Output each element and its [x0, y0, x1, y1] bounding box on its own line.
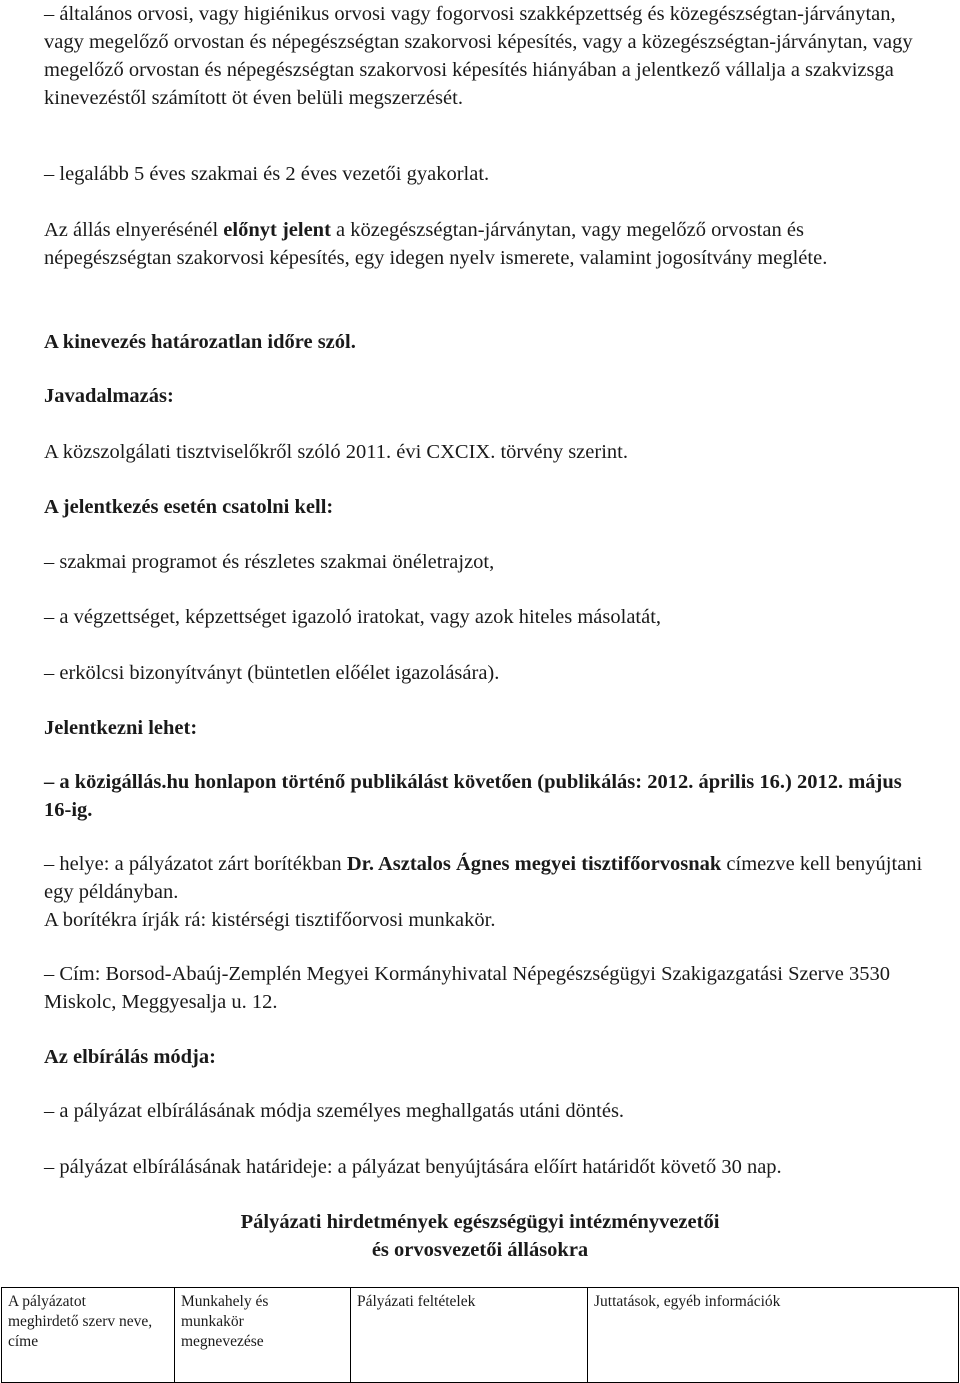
salary-text: A közszolgálati tisztviselőkről szóló 2011. évi CXCIX. törvény szerint. [44, 441, 628, 463]
attachment-item-record: – erkölcsi bizonyítványt (büntetlen előélet igazolására). [44, 662, 500, 684]
submission-place [44, 850, 924, 906]
table-header-cell: Pályázati feltételek [351, 1288, 588, 1383]
table-header-cell: A pályázatot meghirdető szerv neve, címe [2, 1288, 175, 1383]
submission-addressee: Dr. Asztalos Ágnes megyei tisztifőorvosnak [346, 853, 722, 875]
submission-details: címezve kell benyújtani egy példányban. [44, 853, 923, 903]
announcement-table [0, 1287, 960, 1383]
appointment-statement: A kinevezés határozatlan időre szól. [44, 331, 356, 353]
envelope-note: A borítékra írják rá: kistérségi tisztifőorvosi munkakör. [44, 909, 496, 931]
table-header-cell: Juttatások, egyéb információk [588, 1288, 959, 1383]
table-header-row [2, 1288, 959, 1383]
section-title-line2: és orvosvezetői állásokra [371, 1239, 589, 1261]
attachment-item-cv: – szakmai programot és részletes szakmai önéletrajzot, [44, 551, 495, 573]
announcement-table-grid [1, 1287, 959, 1383]
attachment-item-certificates: – a végzettséget, képzettséget igazoló iratokat, vagy azok hiteles másolatát, [44, 606, 662, 628]
evaluation-method: – a pályázat elbírálásának módja személyes meghallgatás utáni döntés. [44, 1100, 625, 1122]
requirement-experience: – legalább 5 éves szakmai és 2 éves vezetői gyakorlat. [44, 163, 490, 185]
advantage-intro: Az állás elnyerésénél [44, 219, 224, 241]
advantage-details: a közegészségtan-járványtan, vagy megelőző orvostan és népegészségtan szakorvosi képesítés, egy idegen nyelv ismerete, valamint jogosítvány megléte. [44, 219, 828, 269]
attachments-heading: A jelentkezés esetén csatolni kell: [44, 496, 334, 518]
evaluation-heading: Az elbírálás módja: [44, 1046, 216, 1068]
table-header-cell: Munkahely és munkakör megnevezése [175, 1288, 351, 1383]
address-paragraph: – Cím: Borsod-Abaúj-Zemplén Megyei Kormányhivatal Népegészségügyi Szakigazgatási Szerve 3530 Miskolc, Meggyesalja u. 12. [44, 963, 890, 1013]
advantage-paragraph [44, 216, 924, 272]
requirement-qualification: – általános orvosi, vagy higiénikus orvosi vagy fogorvosi szakképzettség és közegészségtan-járványtan, vagy megelőző orvostan és népegészségtan szakorvosi képesítés, vagy a közegészségtan-járványtan, vagy megelőző orvostan és népegészségtan szakorvosi képesítés hiányában a jelentkező vállalja a szakvizsga kinevezéstől számított öt éven belüli megszerzését. [44, 3, 913, 109]
advantage-emphasis: előnyt jelent [223, 219, 331, 241]
section-title-line1: Pályázati hirdetmények egészségügyi intézményvezetői [240, 1211, 720, 1233]
application-deadline: – a közigállás.hu honlapon történő publikálást követően (publikálás: 2012. április 16.) 2012. május 16-ig. [44, 771, 902, 821]
submission-intro: – helye: a pályázatot zárt borítékban [44, 853, 347, 875]
application-heading: Jelentkezni lehet: [44, 717, 198, 739]
salary-heading: Javadalmazás: [44, 385, 174, 407]
evaluation-deadline: – pályázat elbírálásának határideje: a pályázat benyújtására előírt határidőt követő 30 nap. [44, 1156, 782, 1178]
